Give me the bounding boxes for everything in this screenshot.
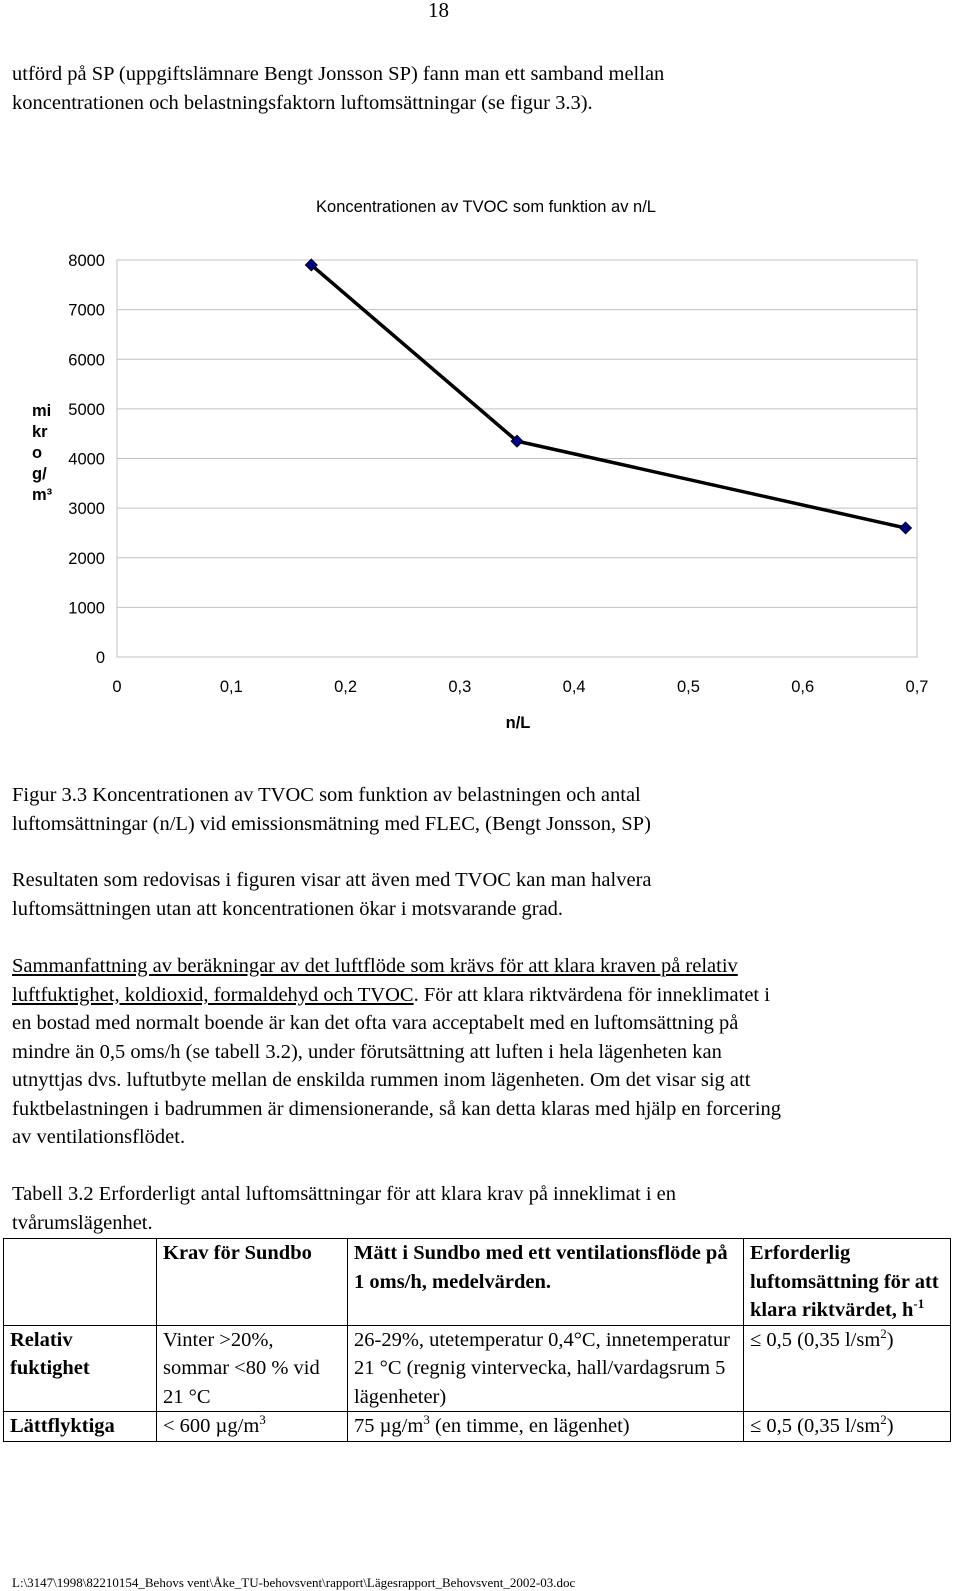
table-row — [4, 1325, 951, 1412]
chart-y-tick-label: 5000 — [68, 400, 105, 419]
chart-y-axis-label-line: m³ — [32, 486, 53, 504]
table-header-erforderlig-sup: -1 — [913, 1296, 925, 1311]
chart-title: Koncentrationen av TVOC som funktion av n/L — [316, 198, 656, 216]
summary-link-line-2[interactable]: luftfuktighet, koldioxid, formaldehyd och TVOC — [12, 983, 414, 1006]
table-header-erforderlig — [744, 1239, 951, 1326]
chart-x-tick-label: 0,2 — [334, 678, 358, 696]
summary-line-3: en bostad med normalt boende är kan det ofta vara acceptabelt med en luftomsättning på — [12, 1012, 739, 1034]
results-line-1: Resultaten som redovisas i figuren visar att även med TVOC kan man halvera — [12, 869, 652, 891]
intro-paragraph — [12, 60, 947, 117]
table-header-krav: Krav för Sundbo — [157, 1239, 348, 1326]
table-cell-text: < 600 µg/m — [163, 1415, 260, 1437]
chart-x-tick-label: 0,6 — [791, 678, 815, 696]
chart-y-axis-label-line: g/ — [32, 465, 47, 483]
figure-caption-line-2: luftomsättningar (n/L) vid emissionsmätning med FLEC, (Bengt Jonsson, SP) — [12, 812, 651, 835]
chart-y-tick-label: 3000 — [68, 500, 105, 519]
chart-y-axis-label-line: mi — [32, 402, 52, 420]
chart-x-tick-label: 0 — [112, 678, 122, 696]
chart-series-line — [311, 265, 905, 528]
chart-x-tick-labels — [112, 678, 928, 696]
chart-x-tick-label: 0,3 — [448, 678, 472, 696]
table-cell — [744, 1412, 951, 1442]
chart-y-axis-label-line: kr — [32, 423, 48, 441]
summary-line-6: fuktbelastningen i badrummen är dimensionerande, så kan detta klaras med hjälp en forcering — [12, 1097, 782, 1120]
summary-line-5: utnyttjas dvs. luftutbyte mellan de enskilda rummen inom lägenheten. Om det visar sig att — [12, 1069, 751, 1091]
chart-y-tick-label: 6000 — [68, 351, 105, 370]
results-paragraph — [12, 866, 947, 923]
table-cell-sup: 2 — [880, 1325, 887, 1341]
figure-caption-line-1: Figur 3.3 Koncentrationen av TVOC som funktion av belastningen och antal — [12, 784, 641, 806]
chart-y-axis-label — [32, 402, 53, 504]
table-cell-text: ≤ 0,5 (0,35 l/sm — [750, 1415, 881, 1437]
table-cell-end: (en timme, en lägenhet) — [429, 1415, 630, 1437]
chart-gridlines — [117, 260, 917, 657]
footer-file-path: L:\3147\1998\82210154_Behovs vent\Åke_TU-behovsvent\rapport\Lägesrapport_Behovsvent_2002-03.doc — [12, 1575, 576, 1590]
summary-link-line-1[interactable]: Sammanfattning av beräkningar av det luftflöde som krävs för att klara kraven på relativ — [12, 955, 738, 977]
table-row — [4, 1412, 951, 1442]
table-cell-sup: 3 — [423, 1412, 430, 1427]
table-cell-end: ) — [886, 1415, 894, 1437]
table-cell-sup: 2 — [880, 1412, 887, 1427]
chart-y-tick-label: 7000 — [68, 301, 105, 320]
chart-x-tick-label: 0,1 — [219, 678, 243, 696]
intro-line-1: utförd på SP (uppgiftslämnare Bengt Jonsson SP) fann man ett samband mellan — [12, 63, 665, 85]
table-caption-line-1: Tabell 3.2 Erforderligt antal luftomsättningar för att klara krav på inneklimat i en — [12, 1183, 677, 1205]
chart-y-tick-labels — [68, 252, 105, 667]
chart-y-axis-label-line: o — [32, 444, 43, 462]
chart-series — [305, 259, 911, 534]
table-cell: 26-29%, utetemperatur 0,4°C, innetemperatur 21 °C (regnig vintervecka, hall/vardagsrum 5 lägenheter) — [348, 1325, 744, 1412]
chart-data-point — [900, 522, 912, 534]
table-cell-text: ≤ 0,5 (0,35 l/sm — [750, 1328, 881, 1351]
table-header-row — [4, 1239, 951, 1326]
summary-line-4: mindre än 0,5 oms/h (se tabell 3.2), under förutsättning att luften i hela lägenheten kan — [12, 1040, 722, 1063]
chart-y-tick-label: 2000 — [68, 549, 105, 568]
summary-line-2-rest: . För att klara riktvärdena för inneklimatet i — [413, 983, 770, 1006]
results-line-2: luftomsättningen utan att koncentrationen ökar i motsvarande grad. — [12, 897, 564, 920]
table-cell-text: 75 µg/m — [354, 1415, 424, 1437]
summary-paragraph — [12, 952, 947, 1152]
table-cell-end: ) — [886, 1328, 894, 1351]
requirements-table — [3, 1238, 951, 1442]
table-row-label: Relativ fuktighet — [4, 1325, 157, 1412]
table-cell — [744, 1325, 951, 1412]
table-row-label: Lättflyktiga — [4, 1412, 157, 1442]
table-cell — [157, 1412, 348, 1442]
chart-y-tick-label: 1000 — [68, 599, 105, 618]
chart-y-tick-label: 8000 — [68, 252, 105, 270]
figure-caption — [12, 781, 947, 838]
chart-x-tick-label: 0,4 — [562, 678, 586, 696]
table-cell — [348, 1412, 744, 1442]
tvoc-line-chart — [0, 185, 960, 745]
table-caption — [12, 1180, 947, 1237]
table-cell-sup: 3 — [259, 1412, 266, 1427]
requirements-table-wrapper — [3, 1238, 951, 1442]
chart-x-axis-label: n/L — [505, 714, 531, 732]
table-caption-line-2: tvårumslägenhet. — [12, 1211, 153, 1234]
intro-line-2: koncentrationen och belastningsfaktorn luftomsättningar (se figur 3.3). — [12, 91, 593, 114]
table-header-empty — [4, 1239, 157, 1326]
chart-y-tick-label: 4000 — [68, 450, 105, 469]
table-header-matt: Mätt i Sundbo med ett ventilationsflöde på 1 oms/h, medelvärden. — [348, 1239, 744, 1326]
chart-y-tick-label: 0 — [95, 649, 105, 667]
table-header-erforderlig-text: Erforderlig luftomsättning för att klara riktvärdet, h — [750, 1242, 939, 1321]
chart-x-tick-label: 0,5 — [676, 678, 700, 696]
page-number: 18 — [428, 0, 449, 22]
chart-x-tick-label: 0,7 — [905, 678, 929, 696]
table-cell: Vinter >20%, sommar <80 % vid 21 °C — [157, 1325, 348, 1412]
summary-line-7: av ventilationsflödet. — [12, 1126, 186, 1148]
